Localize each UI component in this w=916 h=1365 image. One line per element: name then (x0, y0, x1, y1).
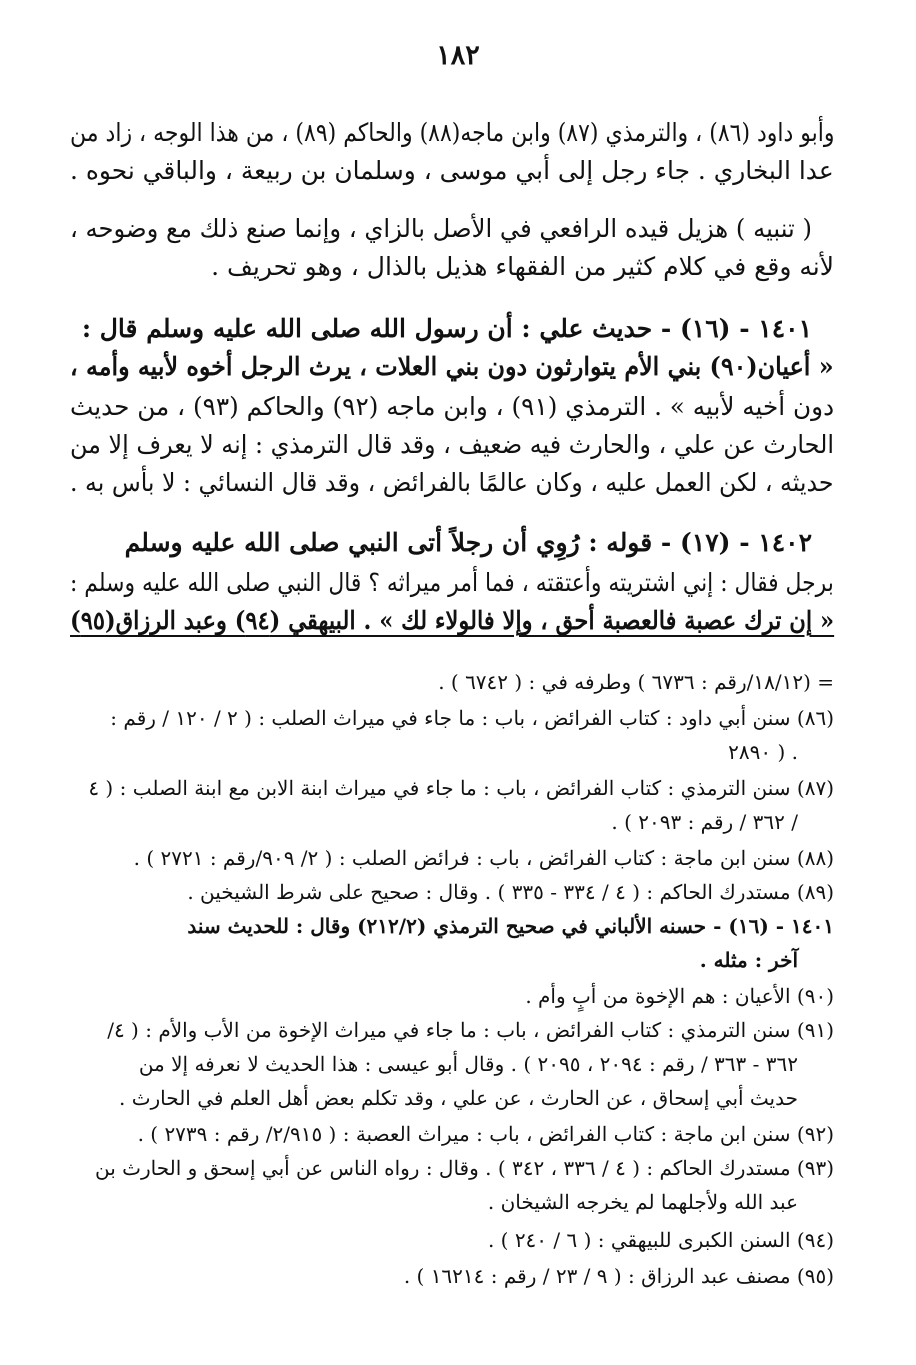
main-line-7: دون أخيه لأبيه » . الترمذي (٩١) ، وابن ماجه (٩٢) والحاكم (٩٣) ، من حديث (69, 392, 834, 421)
footnote-86-cont: ٢٨٩٠ ) . (728, 740, 798, 764)
page-number: ١٨٢ (436, 40, 480, 71)
footnote-1401-cont: آخر : مثله . (699, 948, 798, 972)
hadith-1402-heading: ١٤٠٢ - (١٧) - قوله : رُوِي أن رجلاً أتى النبي صلى الله عليه وسلم (124, 528, 812, 557)
main-line-11: برجل فقال : إني اشتريته وأعتقته ، فما أمر ميراثه ؟ قال النبي صلى الله عليه وسلم : (70, 568, 834, 597)
footnote-86: (٨٦) سنن أبي داود : كتاب الفرائض ، باب : ما جاء في ميراث الصلب : ( ٢ / ١٢٠ / رقم : (110, 706, 834, 730)
footnote-90: (٩٠) الأعيان : هم الإخوة من أبٍ وأم . (525, 984, 834, 1008)
footnote-1401: ١٤٠١ - (١٦) - حسنه الألباني في صحيح الترمذي (٢١٢/٢) وقال : للحديث سند (187, 914, 834, 938)
footnote-94: (٩٤) السنن الكبرى للبيهقي : ( ٦ / ٢٤٠ ) . (487, 1228, 834, 1252)
footnote-93-cont: عبد الله ولأجلهما لم يخرجه الشيخان . (487, 1190, 798, 1214)
footnote-87-cont: / ٣٦٢ / رقم : ٢٠٩٣ ) . (611, 810, 798, 834)
footnote-92: (٩٢) سنن ابن ماجة : كتاب الفرائض ، باب : ميراث العصبة : ( ٢/٩١٥/ رقم : ٢٧٣٩ ) . (137, 1122, 834, 1146)
main-line-8: الحارث عن علي ، والحارث فيه ضعيف ، وقد قال الترمذي : إنه لا يعرف إلا من (70, 430, 834, 459)
footnote-line-1: = (١٨/١٢/رقم : ٦٧٣٦ ) وطرفه في : ( ٦٧٤٢ ) . (438, 670, 834, 694)
footnote-91: (٩١) سنن الترمذي : كتاب الفرائض ، باب : ما جاء في ميراث الإخوة من الأب والأم : ( ٤/ (107, 1018, 834, 1042)
main-line-6: « أعيان(٩٠) بني الأم يتوارثون دون بني العلات ، يرث الرجل أخوه لأبيه وأمه ، (70, 352, 834, 381)
footnote-89: (٨٩) مستدرك الحاكم : ( ٤ / ٣٣٤ - ٣٣٥ ) . وقال : صحيح على شرط الشيخين . (187, 880, 834, 904)
main-line-4: لأنه وقع في كلام كثير من الفقهاء هذيل بالذال ، وهو تحريف . (211, 252, 834, 281)
footnote-91-cont-1: ٣٦٢ - ٣٦٣ / رقم : ٢٠٩٤ ، ٢٠٩٥ ) . وقال أبو عيسى : هذا الحديث لا نعرفه إلا من (138, 1052, 798, 1076)
main-line-12: « إن ترك عصبة فالعصبة أحق ، وإلا فالولاء لك » . البيهقي (٩٤) وعبد الرزاق(٩٥) (69, 606, 835, 635)
hadith-1401-heading: ١٤٠١ - (١٦) - حديث علي : أن رسول الله صلى الله عليه وسلم قال : (81, 314, 812, 343)
footnote-88: (٨٨) سنن ابن ماجة : كتاب الفرائض ، باب : فرائض الصلب : ( ٢/ ٩٠٩/رقم : ٢٧٢١ ) . (133, 846, 834, 870)
footnote-91-cont-2: حديث أبي إسحاق ، عن الحارث ، عن علي ، وقد تكلم بعض أهل العلم في الحارث . (118, 1086, 798, 1110)
main-line-3: ( تنبيه ) هزيل قيده الرافعي في الأصل بالزاي ، وإنما صنع ذلك مع وضوحه ، (70, 214, 812, 243)
main-line-2: عدا البخاري . جاء رجل إلى أبي موسى ، وسلمان بن ربيعة ، والباقي نحوه . (70, 156, 834, 185)
footnote-95: (٩٥) مصنف عبد الرزاق : ( ٩ / ٢٣ / رقم : ١٦٢١٤ ) . (403, 1264, 834, 1288)
footnote-93: (٩٣) مستدرك الحاكم : ( ٤ / ٣٣٦ ، ٣٤٢ ) . وقال : رواه الناس عن أبي إسحق و الحارث بن (94, 1156, 834, 1180)
footnote-87: (٨٧) سنن الترمذي : كتاب الفرائض ، باب : ما جاء في ميراث ابنة الابن مع ابنة الصلب : ( ٤ (88, 776, 834, 800)
main-line-1: وأبو داود (٨٦) ، والترمذي (٨٧) وابن ماجه(٨٨) والحاكم (٨٩) ، من هذا الوجه ، زاد من (69, 118, 834, 147)
main-line-9: حديثه ، لكن العمل عليه ، وكان عالمًا بالفرائض ، وقد قال النسائي : لا بأس به . (70, 468, 834, 497)
